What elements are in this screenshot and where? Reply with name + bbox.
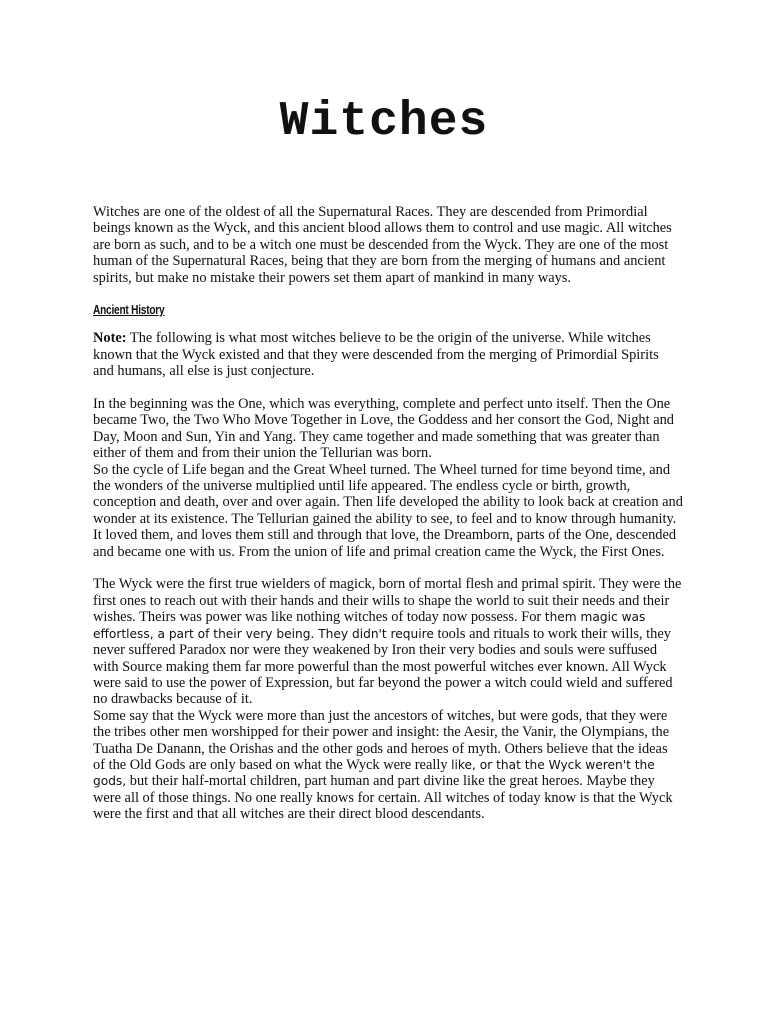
document-body [93, 204, 683, 839]
note-label: Note: [93, 330, 127, 347]
section-heading: Ancient History [93, 302, 165, 318]
wyck-text-a: The Wyck were the first true wielders of magick, born of mortal flesh and primal spirit. They were the first ones to reach out with their hands and their wills to shape the world to suit their needs and their wishes. Theirs was power was like nothing witches of today now possess. For [93, 576, 682, 626]
note-text: The following is what most witches believe to be the origin of the universe. While witches known that the Wyck existed and that they were descended from the merging of Primordial Spirits and humans, all else is just conjecture. [93, 330, 659, 380]
section-heading-wrap [93, 302, 683, 330]
gods-text-alt: like, or that the Wyck weren't the gods, [93, 757, 655, 789]
gods-paragraph [93, 708, 683, 823]
wyck-text-b: tools and rituals to work their wills, they never suffered Paradox nor were they weakened by Iron their very bodies and souls were suffused with Source making them far more powerful than the most powerful witches ever known. All Wyck were said to use the power of Expression, but far beyond the power a witch could wield and suffered no drawbacks because of it. [93, 625, 673, 708]
page-title: Witches [279, 95, 489, 149]
gods-text-b: but their half-mortal children, part human and part divine like the great heroes. Maybe they were all of those things. No one really knows for certain. All witches of today know is that the Wyck were the first and that all witches are their direct blood descendants. [93, 773, 673, 823]
wyck-paragraph [93, 576, 683, 707]
wyck-text-alt: them magic was effortless, a part of their very being. They didn't require [93, 610, 646, 641]
cycle-paragraph: So the cycle of Life began and the Great Wheel turned. The Wheel turned for time beyond time, and the wonders of the universe multiplied until life appeared. The endless cycle or birth, growth, conception and death, over and over again. Then life developed the ability to look back at creation and wonder at its existence. The Tellurian gained the ability to see, to feel and to know through humanity. It loved them, and loves them still and through that love, the Dreamborn, parts of the One, descended and became one with us. From the union of life and primal creation came the Wyck, the First Ones. [93, 461, 683, 560]
beginning-paragraph: In the beginning was the One, which was everything, complete and perfect unto itself. Then the One became Two, the Two Who Move Together in Love, the Goddess and her consort the God, Night and Day, Moon and Sun, Yin and Yang. They came together and made something that was greater than either of them and from their union the Tellurian was born. [93, 396, 675, 462]
note-paragraph [93, 330, 683, 379]
intro-paragraph: Witches are one of the oldest of all the Supernatural Races. They are descended from Primordial beings known as the Wyck, and this ancient blood allows them to control and use magic. All witches are born as such, and to be a witch one must be descended from the Wyck. They are one of the most human of the Supernatural Races, being that they are born from the merging of humans and ancient spirits, but make no mistake their powers set them apart of mankind in many ways. [93, 204, 672, 286]
gods-text-a: Some say that the Wyck were more than just the ancestors of witches, but were gods, that they were the tribes other men worshipped for their power and insight: the Aesir, the Vanir, the Olympians, the Tuatha De Danann, the Orishas and the other gods and heroes of myth. Others believe that the ideas of the Old Gods are only based on what the Wyck were really [93, 707, 670, 773]
